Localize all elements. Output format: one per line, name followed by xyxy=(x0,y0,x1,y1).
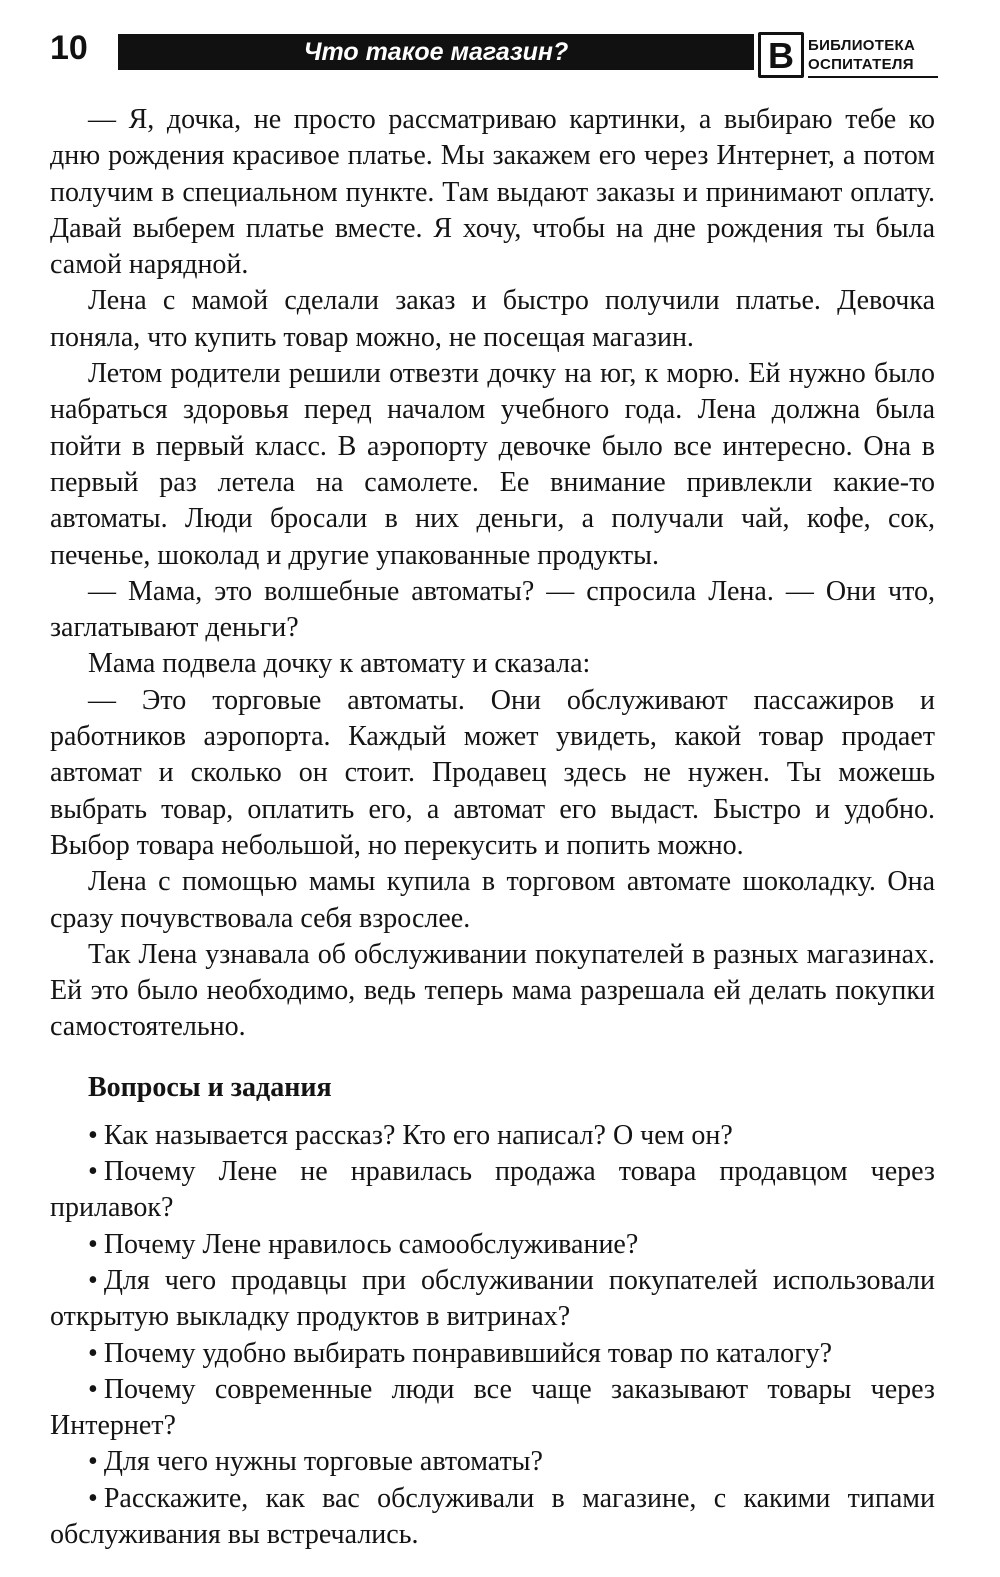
bullet: • xyxy=(88,1446,98,1478)
logo-box xyxy=(758,32,804,78)
bullet: • xyxy=(88,1264,98,1296)
bullet: • xyxy=(88,1337,98,1369)
paragraph: — Это торговые автоматы. Они обслуживают пассажиров и работников аэропорта. Каждый может увидеть, какой товар продает автомат и сколько он стоит. Продавец здесь не нужен. Ты можешь выбрать товар, оплатить его, а автомат его выдаст. Быстро и удобно. Выбор товара небольшой, но перекусить и попить можно. xyxy=(50,684,935,861)
running-title: Что такое магазин? xyxy=(303,38,569,66)
paragraph: Мама подвела дочку к автомату и сказала: xyxy=(88,648,591,680)
bullet: • xyxy=(88,1482,98,1514)
title-bar xyxy=(118,34,754,70)
question-item xyxy=(50,1263,935,1336)
question-item xyxy=(50,1154,935,1227)
paragraph: — Мама, это волшебные автоматы? — спросила Лена. — Они что, заглатывают деньги? xyxy=(50,575,935,644)
question-item xyxy=(50,1118,935,1154)
series-logo xyxy=(758,32,940,82)
logo-letter: В xyxy=(768,35,794,76)
running-header xyxy=(0,0,1000,90)
question-item xyxy=(50,1481,935,1554)
question-text: Расскажите, как вас обслуживали в магазине, с какими типами обслуживания вы встречались. xyxy=(50,1482,935,1550)
question-text: Почему современные люди все чаще заказывают товары через Интернет? xyxy=(50,1373,935,1442)
paragraph: Летом родители решили отвезти дочку на юг, к морю. Ей нужно было набраться здоровья перед началом учебного года. Лена должна была пойти в первый класс. В аэропорту девочке было все интересно. Она в первый раз летела на самолете. Ее внимание привлекли какие-то автоматы. Люди бросали в них деньги, а получали чай, кофе, сок, печенье, шоколад и другие упакованные продукты. xyxy=(50,358,935,571)
question-text: Для чего нужны торговые автоматы? xyxy=(103,1446,543,1478)
question-text: Почему Лене не нравилась продажа товара продавцом через прилавок? xyxy=(50,1156,935,1224)
logo-underline xyxy=(808,76,938,78)
question-item xyxy=(50,1336,935,1372)
bullet: • xyxy=(88,1373,98,1405)
bullet: • xyxy=(88,1228,98,1260)
question-item xyxy=(50,1444,935,1480)
bullet: • xyxy=(88,1119,98,1151)
question-text: Для чего продавцы при обслуживании покупателей использовали открытую выкладку продуктов в витринах? xyxy=(50,1264,935,1333)
paragraph: Лена с помощью мамы купила в торговом автомате шоколадку. Она сразу почувствовала себя взрослее. xyxy=(50,866,935,934)
paragraph: — Я, дочка, не просто рассматриваю картинки, а выбираю тебе ко дню рождения красивое платье. Мы закажем его через Интернет, а потом получим в специальном пункте. Там выдают заказы и принимают оплату. Давай выберем платье вместе. Я хочу, чтобы на дне рождения ты была самой нарядной. xyxy=(50,104,935,281)
question-text: Почему Лене нравилось самообслуживание? xyxy=(103,1228,639,1260)
body-text xyxy=(50,102,935,1553)
logo-text-line-2: ОСПИТАТЕЛЯ xyxy=(808,56,914,73)
bullet: • xyxy=(88,1156,98,1188)
questions-heading: Вопросы и задания xyxy=(88,1071,332,1103)
question-item xyxy=(50,1372,935,1445)
page-number: 10 xyxy=(50,29,88,67)
logo-text-line-1: БИБЛИОТЕКА xyxy=(808,37,916,54)
paragraph: Лена с мамой сделали заказ и быстро получили платье. Девочка поняла, что купить товар можно, не посещая магазин. xyxy=(50,285,935,353)
question-text: Как называется рассказ? Кто его написал? О чем он? xyxy=(103,1119,733,1151)
question-item xyxy=(50,1227,935,1263)
paragraph: Так Лена узнавала об обслуживании покупателей в разных магазинах. Ей это было необходимо, ведь теперь мама разрешала ей делать покупки самостоятельно. xyxy=(50,938,935,1043)
question-text: Почему удобно выбирать понравившийся товар по каталогу? xyxy=(103,1337,833,1369)
